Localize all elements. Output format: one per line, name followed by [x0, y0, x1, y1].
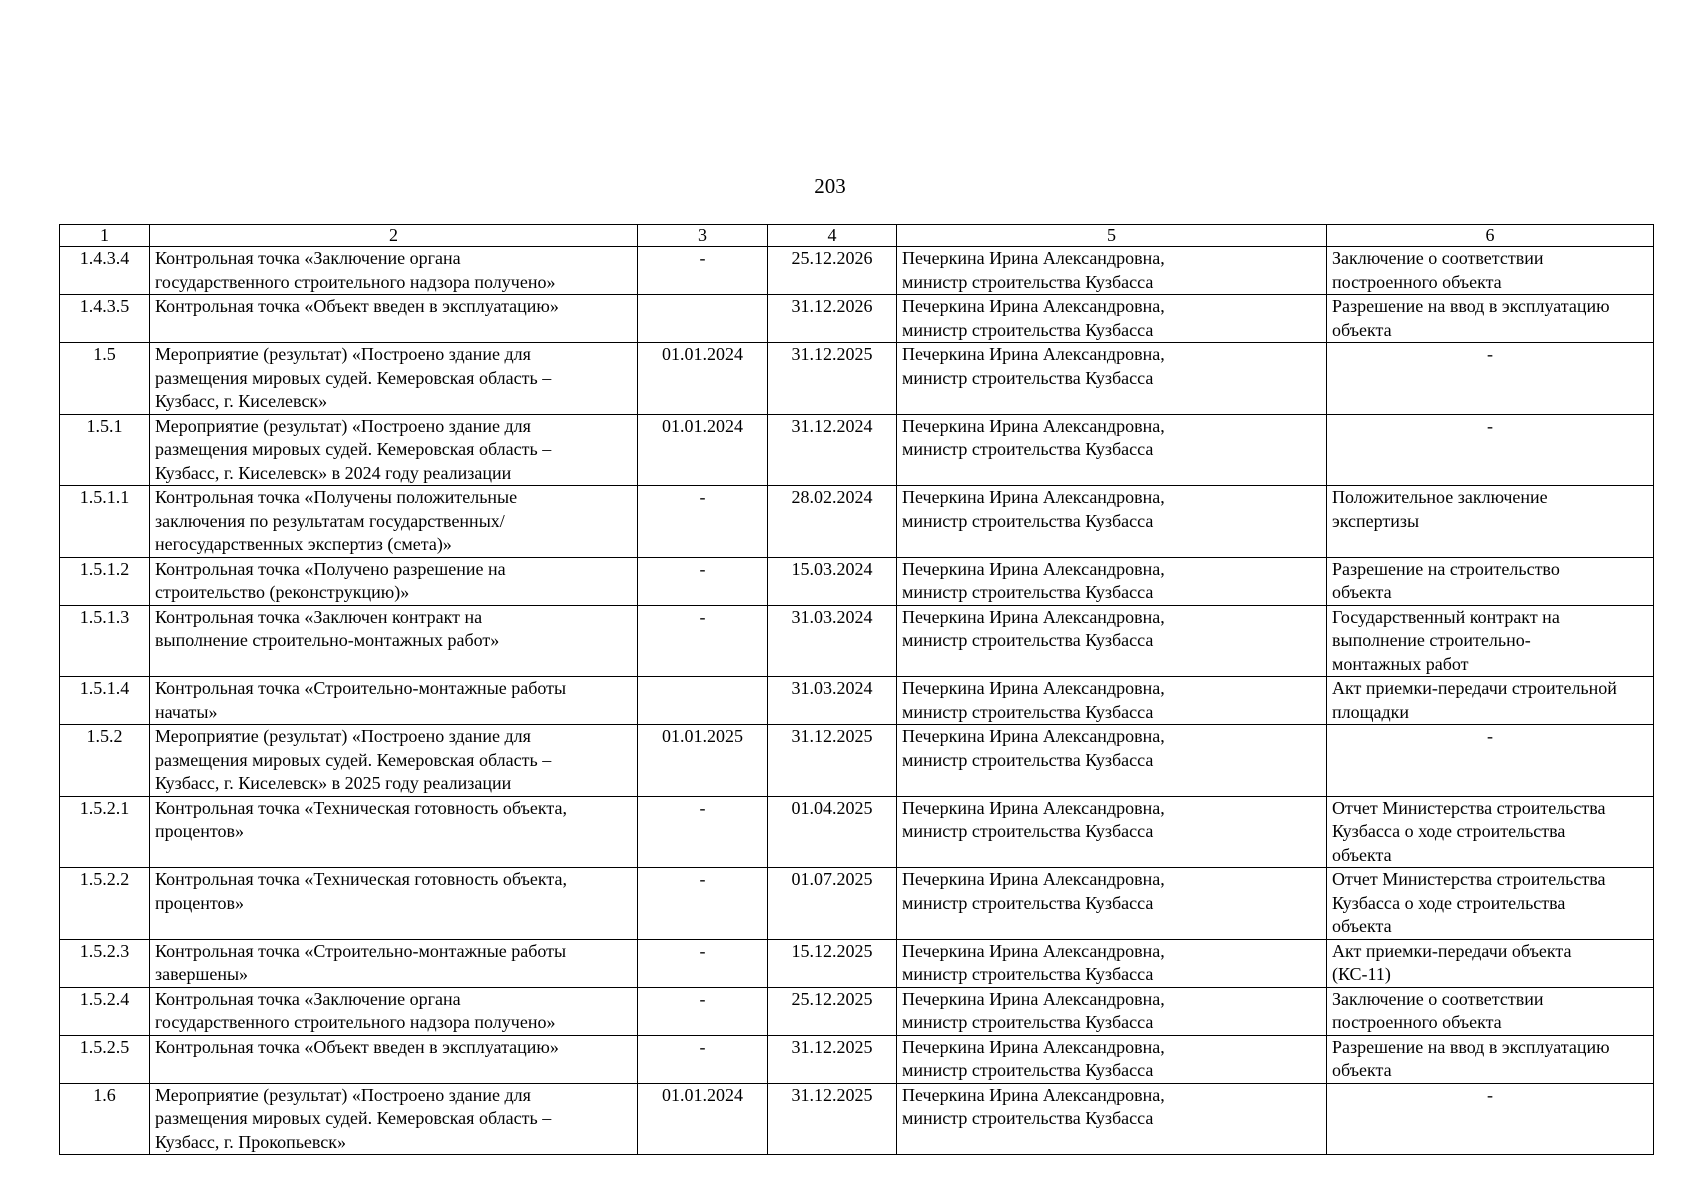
column-header: 3 — [638, 225, 768, 247]
cell-line: Контрольная точка «Получено разрешение на — [155, 558, 506, 579]
cell-line: начаты» — [155, 701, 218, 722]
result-document — [1327, 868, 1654, 940]
item-description — [150, 796, 638, 868]
cell-line: Мероприятие (результат) «Построено здание для — [155, 415, 531, 436]
item-description — [150, 247, 638, 295]
table-row — [60, 295, 1654, 343]
cell-line: размещения мировых судей. Кемеровская область – — [155, 367, 552, 388]
table-row — [60, 725, 1654, 797]
header-row — [60, 225, 1654, 247]
item-number: 1.4.3.4 — [60, 247, 150, 295]
item-number: 1.6 — [60, 1083, 150, 1155]
cell-line: Акт приемки-передачи объекта — [1332, 940, 1572, 961]
cell-line: министр строительства Кузбасса — [902, 1060, 1154, 1080]
result-document — [1327, 1083, 1654, 1155]
item-number: 1.5.2.1 — [60, 796, 150, 868]
cell-line: Контрольная точка «Заключен контракт на — [155, 606, 483, 627]
result-document — [1327, 939, 1654, 987]
cell-line: государственного строительного надзора получено» — [155, 271, 556, 292]
table-row — [60, 343, 1654, 415]
cell-line: объекта — [1332, 319, 1392, 340]
cell-line: Контрольная точка «Заключение органа — [155, 988, 461, 1009]
cell-line: министр строительства Кузбасса — [902, 510, 1154, 531]
table-row — [60, 486, 1654, 558]
cell-line: Контрольная точка «Получены положительные — [155, 487, 518, 507]
cell-line: Контрольная точка «Объект введен в эксплуатацию» — [155, 296, 559, 316]
cell-line: министр строительства Кузбасса — [902, 892, 1154, 913]
result-document — [1327, 605, 1654, 677]
cell-line: негосударственных экспертиз (смета)» — [155, 534, 452, 554]
responsible-person — [897, 677, 1327, 725]
end-date: 25.12.2025 — [768, 987, 897, 1035]
start-date: 01.01.2024 — [638, 414, 768, 486]
start-date: - — [638, 987, 768, 1035]
cell-line: Печеркина Ирина Александровна, — [902, 296, 1165, 316]
cell-line: размещения мировых судей. Кемеровская область – — [155, 749, 552, 770]
start-date: - — [638, 557, 768, 605]
end-date: 15.03.2024 — [768, 557, 897, 605]
cell-line: Кузбасс, г. Киселевск» в 2025 году реализации — [155, 773, 512, 793]
end-date: 31.12.2025 — [768, 343, 897, 415]
cell-line: процентов» — [155, 892, 245, 913]
responsible-person — [897, 939, 1327, 987]
cell-line: объекта — [1332, 844, 1392, 865]
end-date: 31.12.2025 — [768, 1035, 897, 1083]
cell-line: Кузбасс, г. Киселевск» в 2024 году реализации — [155, 462, 512, 483]
start-date — [638, 677, 768, 725]
cell-line: Кузбасс, г. Прокопьевск» — [155, 1131, 347, 1152]
cell-line: Печеркина Ирина Александровна, — [902, 1084, 1165, 1105]
start-date: 01.01.2024 — [638, 343, 768, 415]
item-number: 1.5.2.3 — [60, 939, 150, 987]
table-row — [60, 868, 1654, 940]
cell-line: Акт приемки-передачи строительной — [1332, 678, 1617, 698]
cell-line: Печеркина Ирина Александровна, — [902, 415, 1165, 436]
cell-line: объекта — [1332, 916, 1392, 936]
cell-line: Печеркина Ирина Александровна, — [902, 869, 1165, 889]
cell-line: экспертизы — [1332, 510, 1420, 531]
table-row — [60, 939, 1654, 987]
cell-line: министр строительства Кузбасса — [902, 319, 1154, 340]
table-row — [60, 796, 1654, 868]
end-date: 31.12.2025 — [768, 725, 897, 797]
responsible-person — [897, 725, 1327, 797]
end-date: 01.07.2025 — [768, 868, 897, 940]
table-row — [60, 987, 1654, 1035]
cell-line: заключения по результатам государственных/ — [155, 510, 505, 531]
result-document — [1327, 725, 1654, 797]
end-date: 25.12.2026 — [768, 247, 897, 295]
responsible-person — [897, 557, 1327, 605]
cell-line: Печеркина Ирина Александровна, — [902, 248, 1165, 268]
start-date: - — [638, 868, 768, 940]
end-date: 01.04.2025 — [768, 796, 897, 868]
item-number: 1.5.1.3 — [60, 605, 150, 677]
responsible-person — [897, 1083, 1327, 1155]
item-description — [150, 725, 638, 797]
start-date: - — [638, 939, 768, 987]
start-date: - — [638, 486, 768, 558]
table-row — [60, 1035, 1654, 1083]
start-date: 01.01.2025 — [638, 725, 768, 797]
cell-line: построенного объекта — [1332, 1012, 1502, 1032]
column-header: 1 — [60, 225, 150, 247]
cell-line: Печеркина Ирина Александровна, — [902, 797, 1165, 818]
result-document — [1327, 557, 1654, 605]
cell-line: Контрольная точка «Строительно-монтажные работы — [155, 678, 567, 698]
item-number: 1.5 — [60, 343, 150, 415]
start-date — [638, 295, 768, 343]
cell-line: Кузбасса о ходе строительства — [1332, 892, 1566, 913]
start-date: 01.01.2024 — [638, 1083, 768, 1155]
cell-line: Контрольная точка «Заключение органа — [155, 248, 461, 268]
item-number: 1.5.1 — [60, 414, 150, 486]
end-date: 31.03.2024 — [768, 677, 897, 725]
cell-line: министр строительства Кузбасса — [902, 821, 1154, 841]
cell-line: Контрольная точка «Строительно-монтажные работы — [155, 940, 567, 961]
cell-line: Печеркина Ирина Александровна, — [902, 678, 1165, 698]
column-header: 4 — [768, 225, 897, 247]
cell-line: Государственный контракт на — [1332, 606, 1560, 627]
item-number: 1.5.2.2 — [60, 868, 150, 940]
cell-line: Отчет Министерства строительства — [1332, 797, 1606, 818]
responsible-person — [897, 295, 1327, 343]
item-number: 1.5.1.2 — [60, 557, 150, 605]
cell-line: процентов» — [155, 821, 245, 841]
column-header: 6 — [1327, 225, 1654, 247]
table-row — [60, 414, 1654, 486]
item-description — [150, 987, 638, 1035]
cell-line: монтажных работ — [1332, 653, 1469, 674]
start-date: - — [638, 605, 768, 677]
cell-line: Мероприятие (результат) «Построено здание для — [155, 726, 531, 746]
result-document — [1327, 247, 1654, 295]
cell-line: министр строительства Кузбасса — [902, 701, 1154, 722]
item-number: 1.5.2 — [60, 725, 150, 797]
cell-line: Заключение о соответствии — [1332, 988, 1544, 1009]
item-description — [150, 1035, 638, 1083]
responsible-person — [897, 414, 1327, 486]
cell-line: Печеркина Ирина Александровна, — [902, 988, 1165, 1009]
cell-line: - — [1487, 726, 1493, 746]
table-row — [60, 605, 1654, 677]
cell-line: министр строительства Кузбасса — [902, 630, 1154, 650]
cell-line: Контрольная точка «Техническая готовность объекта, — [155, 869, 567, 889]
result-document — [1327, 343, 1654, 415]
column-header: 5 — [897, 225, 1327, 247]
result-document — [1327, 987, 1654, 1035]
item-description — [150, 295, 638, 343]
cell-line: Мероприятие (результат) «Построено здание для — [155, 1084, 531, 1105]
cell-line: Печеркина Ирина Александровна, — [902, 940, 1165, 961]
cell-line: размещения мировых судей. Кемеровская область – — [155, 439, 552, 459]
result-document — [1327, 796, 1654, 868]
cell-line: Мероприятие (результат) «Построено здание для — [155, 344, 531, 364]
cell-line: Печеркина Ирина Александровна, — [902, 487, 1165, 507]
result-document — [1327, 1035, 1654, 1083]
page-number: 203 — [814, 174, 846, 198]
item-number: 1.5.2.5 — [60, 1035, 150, 1083]
cell-line: министр строительства Кузбасса — [902, 582, 1154, 602]
cell-line: Печеркина Ирина Александровна, — [902, 1036, 1165, 1057]
cell-line: министр строительства Кузбасса — [902, 1108, 1154, 1128]
cell-line: министр строительства Кузбасса — [902, 749, 1154, 770]
end-date: 31.12.2026 — [768, 295, 897, 343]
cell-line: министр строительства Кузбасса — [902, 964, 1154, 984]
cell-line: (КС-11) — [1332, 964, 1391, 984]
cell-line: Кузбасса о ходе строительства — [1332, 821, 1566, 841]
cell-line: выполнение строительно- — [1332, 630, 1531, 650]
cell-line: министр строительства Кузбасса — [902, 1012, 1154, 1032]
item-description — [150, 1083, 638, 1155]
end-date: 28.02.2024 — [768, 486, 897, 558]
responsible-person — [897, 605, 1327, 677]
item-number: 1.5.2.4 — [60, 987, 150, 1035]
cell-line: Кузбасс, г. Киселевск» — [155, 391, 328, 411]
cell-line: - — [1487, 344, 1493, 364]
cell-line: строительство (реконструкцию)» — [155, 582, 410, 602]
cell-line: построенного объекта — [1332, 271, 1502, 292]
item-number: 1.5.1.1 — [60, 486, 150, 558]
cell-line: Отчет Министерства строительства — [1332, 869, 1606, 889]
cell-line: Разрешение на ввод в эксплуатацию — [1332, 296, 1610, 316]
responsible-person — [897, 987, 1327, 1035]
end-date: 31.03.2024 — [768, 605, 897, 677]
responsible-person — [897, 343, 1327, 415]
result-document — [1327, 414, 1654, 486]
end-date: 15.12.2025 — [768, 939, 897, 987]
table-row — [60, 557, 1654, 605]
table-row — [60, 247, 1654, 295]
item-description — [150, 677, 638, 725]
item-description — [150, 557, 638, 605]
cell-line: Печеркина Ирина Александровна, — [902, 726, 1165, 746]
item-number: 1.4.3.5 — [60, 295, 150, 343]
start-date: - — [638, 247, 768, 295]
cell-line: площадки — [1332, 701, 1410, 722]
responsible-person — [897, 796, 1327, 868]
result-document — [1327, 486, 1654, 558]
plan-table-body — [60, 247, 1654, 1155]
cell-line: завершены» — [155, 964, 249, 984]
cell-line: Печеркина Ирина Александровна, — [902, 558, 1165, 579]
end-date: 31.12.2025 — [768, 1083, 897, 1155]
cell-line: Разрешение на ввод в эксплуатацию — [1332, 1036, 1610, 1057]
cell-line: государственного строительного надзора получено» — [155, 1012, 556, 1032]
table-row — [60, 1083, 1654, 1155]
item-description — [150, 939, 638, 987]
table-row — [60, 677, 1654, 725]
cell-line: - — [1487, 1084, 1493, 1105]
item-description — [150, 414, 638, 486]
item-description — [150, 343, 638, 415]
responsible-person — [897, 486, 1327, 558]
cell-line: Разрешение на строительство — [1332, 558, 1560, 579]
cell-line: объекта — [1332, 1060, 1392, 1080]
cell-line: Положительное заключение — [1332, 487, 1548, 507]
responsible-person — [897, 868, 1327, 940]
cell-line: объекта — [1332, 582, 1392, 602]
responsible-person — [897, 1035, 1327, 1083]
column-header: 2 — [150, 225, 638, 247]
cell-line: Печеркина Ирина Александровна, — [902, 344, 1165, 364]
cell-line: Контрольная точка «Техническая готовность объекта, — [155, 797, 567, 818]
cell-line: выполнение строительно-монтажных работ» — [155, 630, 500, 650]
cell-line: Печеркина Ирина Александровна, — [902, 606, 1165, 627]
cell-line: министр строительства Кузбасса — [902, 439, 1154, 459]
start-date: - — [638, 1035, 768, 1083]
item-description — [150, 605, 638, 677]
plan-table — [59, 224, 1654, 1155]
result-document — [1327, 677, 1654, 725]
result-document — [1327, 295, 1654, 343]
cell-line: Заключение о соответствии — [1332, 248, 1544, 268]
cell-line: - — [1487, 415, 1493, 436]
item-description — [150, 486, 638, 558]
cell-line: министр строительства Кузбасса — [902, 367, 1154, 388]
responsible-person — [897, 247, 1327, 295]
cell-line: размещения мировых судей. Кемеровская область – — [155, 1108, 552, 1128]
cell-line: министр строительства Кузбасса — [902, 271, 1154, 292]
end-date: 31.12.2024 — [768, 414, 897, 486]
start-date: - — [638, 796, 768, 868]
cell-line: Контрольная точка «Объект введен в эксплуатацию» — [155, 1036, 559, 1057]
item-description — [150, 868, 638, 940]
item-number: 1.5.1.4 — [60, 677, 150, 725]
